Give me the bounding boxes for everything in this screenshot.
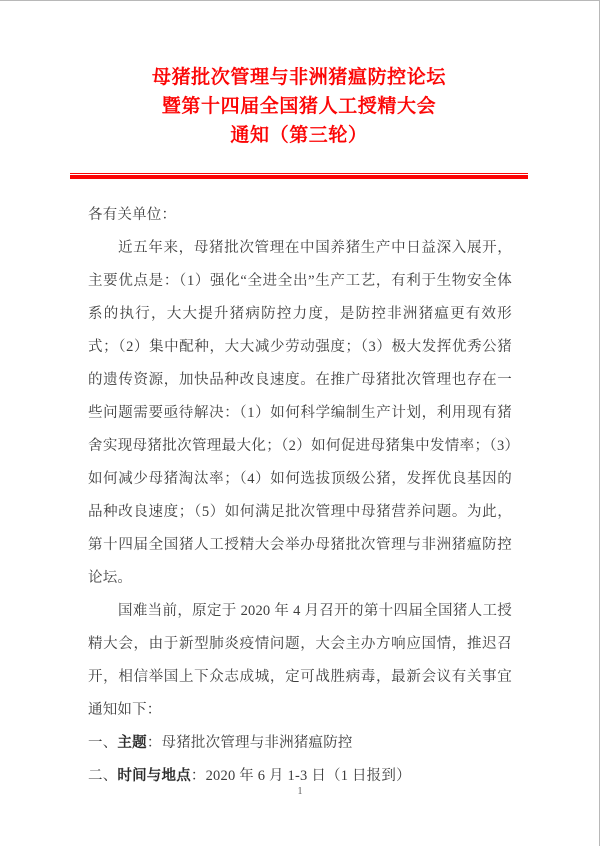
paragraph-1: 近五年来，母猪批次管理在中国养猪生产中日益深入展开，主要优点是：（1）强化“全进全出”生产工艺，有利于生物安全体系的执行，大大提升猪病防控力度，是防控非洲猪瘟更有效形式；（2）集中配种，大大减少劳动强度；（3）极大发挥优秀公猪的遗传资源，加快品种改良速度。在推广母猪批次管理也存在一些问题需要亟待解决：（1）如何科学编制生产计划，利用现有猪舍实现母猪批次管理最大化；（2）如何促进母猪集中发情率；（3）如何减少母猪淘汰率；（4）如何选拔顶级公猪，发挥优良基因的品种改良速度；（5）如何满足批次管理中母猪营养问题。为此，第十四届全国猪人工授精大会举办母猪批次管理与非洲猪瘟防控论坛。 bbox=[88, 240, 512, 586]
item-number: 二、 bbox=[88, 768, 118, 784]
red-rule-thick-line bbox=[70, 175, 528, 179]
item-value: 母猪批次管理与非洲猪瘟防控 bbox=[161, 735, 353, 751]
paragraph-2: 国难当前，原定于 2020 年 4 月召开的第十四届全国猪人工授精大会，由于新型肺炎疫情问题，大会主办方响应国情，推迟召开，相信举国上下众志成城，定可战胜病毒，最新会议有关事宜通知如下： bbox=[88, 603, 512, 718]
red-divider-rule bbox=[70, 173, 528, 181]
title-line-3: 通知（第三轮） bbox=[230, 125, 368, 146]
item-value: 2020 年 6 月 1-3 日（1 日报到） bbox=[205, 768, 411, 784]
item-label: 主题 bbox=[117, 735, 147, 751]
title-line-2: 暨第十四届全国猪人工授精大会 bbox=[161, 96, 437, 117]
list-item bbox=[88, 727, 512, 760]
item-colon: ： bbox=[146, 735, 162, 751]
item-number: 一、 bbox=[88, 735, 118, 751]
page-number: 1 bbox=[297, 786, 303, 797]
item-label: 时间与地点 bbox=[117, 768, 191, 784]
document-title bbox=[70, 63, 528, 150]
item-colon: ： bbox=[190, 768, 206, 784]
salutation: 各有关单位： bbox=[88, 207, 177, 223]
title-line-1: 母猪批次管理与非洲猪瘟防控论坛 bbox=[151, 67, 446, 88]
document-body bbox=[88, 199, 512, 793]
